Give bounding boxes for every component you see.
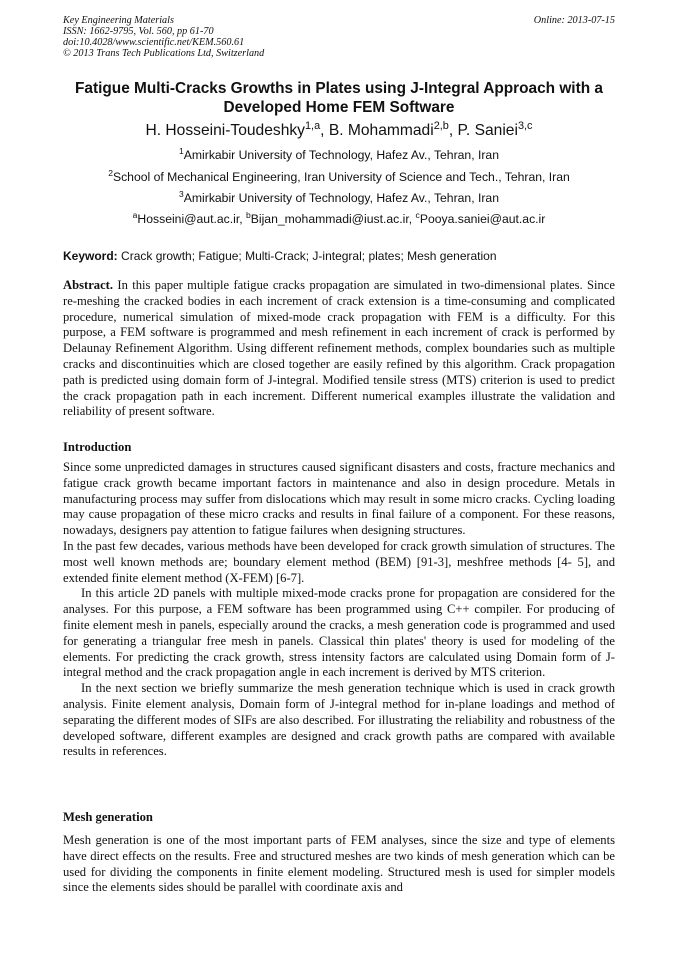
author-name: P. Saniei [457,122,518,139]
paper-title: Fatigue Multi-Cracks Growths in Plates using J-Integral Approach with a Developed Home FEM Software [75,80,603,116]
online-date: Online: 2013-07-15 [533,15,615,26]
section-heading: Mesh generation [63,810,153,824]
paragraph: Mesh generation is one of the most important parts of FEM analyses, since the size and type of elements have direct effects on the results. Free and structured meshes are two kinds of mesh generation which can be used for dividing the components in finite element modeling. Structured mesh is used for simpler models since the elements sides should be parallel with coordinate axis and [63,833,615,895]
email-link[interactable]: Pooya.saniei@aut.ac.ir [419,212,546,226]
email-link[interactable]: Hosseini@aut.ac.ir, [137,212,243,226]
affiliation-text: School of Mechanical Engineering, Iran University of Science and Tech., Tehran, Iran [112,170,570,184]
author-sup: 1,a [304,119,321,132]
keyword-label: Keyword: [63,249,118,263]
affiliation-sup: 3 [179,188,184,199]
abstract-text: In this paper multiple fatigue cracks propagation are simulated in two-dimensional plates. Since re-meshing the cracked bodies in each increment of crack extension is a time-consuming and complicated procedure, numerical simulation of mixed-mode crack propagation with FEM is a difficulty. For this purpose, a FEM software is programmed and mesh refinement in each increment of crack is performed by Delaunay Refinement Algorithm. Using different refinement methods, complex boundaries such as multiple cracks and discontinuities which are closed together are easily refined by this algorithm. Crack propagation path is predicted using domain form of J-integral. Modified tensile stress (MTS) criterion is used to predict the crack propagation path in each increment. Different numerical examples illustrate the validation and reliability of present software. [63,278,615,419]
email-sup: c [415,209,420,220]
author-sup: 2,b [433,119,449,132]
affiliation [40,167,638,184]
email-list [40,209,638,226]
section-heading: Introduction [63,440,132,454]
author-name: B. Mohammadi [328,122,434,139]
email-sup: b [246,209,251,220]
affiliation-text: Amirkabir University of Technology, Hafez Av., Tehran, Iran [183,191,499,205]
copyright-line: © 2013 Trans Tech Publications Ltd, Switzerland [63,48,265,59]
abstract-label: Abstract. [63,278,114,292]
journal-name: Key Engineering Materials [63,15,174,26]
journal-header [63,15,264,59]
keyword-text: Crack growth; Fatigue; Multi-Crack; J-integral; plates; Mesh generation [121,249,497,263]
affiliation [40,188,638,205]
email-link[interactable]: Bijan_mohammadi@iust.ac.ir, [250,212,413,226]
paragraph: Since some unpredicted damages in structures caused significant disasters and costs, fracture mechanics and fatigue crack growth became important factors in maintenance and also in design procedure. Metals in manufacturing process may suffer from dislocations which may result in some micro cracks. Cycling loading may cause propagation of these micro cracks and results in final failure of a component. For these reasons, nowadays, designers pay attention to fatigue failures when designing structures. [63,460,615,538]
issn-line: ISSN: 1662-9795, Vol. 560, pp 61-70 [63,26,214,37]
affiliation [40,145,638,162]
mesh-generation-body [63,833,615,896]
introduction-body [63,460,615,760]
affiliation-text: Amirkabir University of Technology, Hafez Av., Tehran, Iran [183,148,499,162]
abstract [63,278,615,420]
paragraph: In the past few decades, various methods have been developed for crack growth simulation of structures. The most well known methods are; boundary element method (BEM) [91-3], meshfree methods [4- 5], and extended finite element method (X-FEM) [6-7]. [63,538,615,585]
author-sup: 3,c [517,119,533,132]
paragraph: In this article 2D panels with multiple mixed-mode cracks prone for propagation are considered for the analyses. For this purpose, a FEM software has been programmed using C++ compiler. For producing of finite element mesh in panels, especially around the cracks, a mesh generation code is programmed and used for generating a triangular free mesh in panels. Classical thin plates' theory is used for modeling of the elements. For predicting the crack growth, stress intensity factors are calculated using Domain form of J-integral method and the crack propagation angle in each increment is derived by MTS criterion. [63,586,615,680]
email-sup: a [132,209,138,220]
keywords [63,249,497,263]
affiliation-sup: 2 [108,167,113,178]
author-list: H. Hosseini-Toudeshky$^{1,a}$, B. Mohammadi$^{2,b}$, P. Saniei$^{3,c}$ [145,119,533,139]
author-name: H. Hosseini-Toudeshky [145,122,305,139]
paragraph: In the next section we briefly summarize the mesh generation technique which is used in crack growth analysis. Finite element analysis, Domain form of J-integral method for in-plane loadings and method of separating the different modes of SIFs are also described. For illustrating the reliability and robustness of the developed software, different examples are designed and crack growth paths are compared with available results in references. [63,681,615,759]
affiliation-sup: 1 [179,145,184,156]
doi-line: doi:10.4028/www.scientific.net/KEM.560.61 [63,37,245,48]
